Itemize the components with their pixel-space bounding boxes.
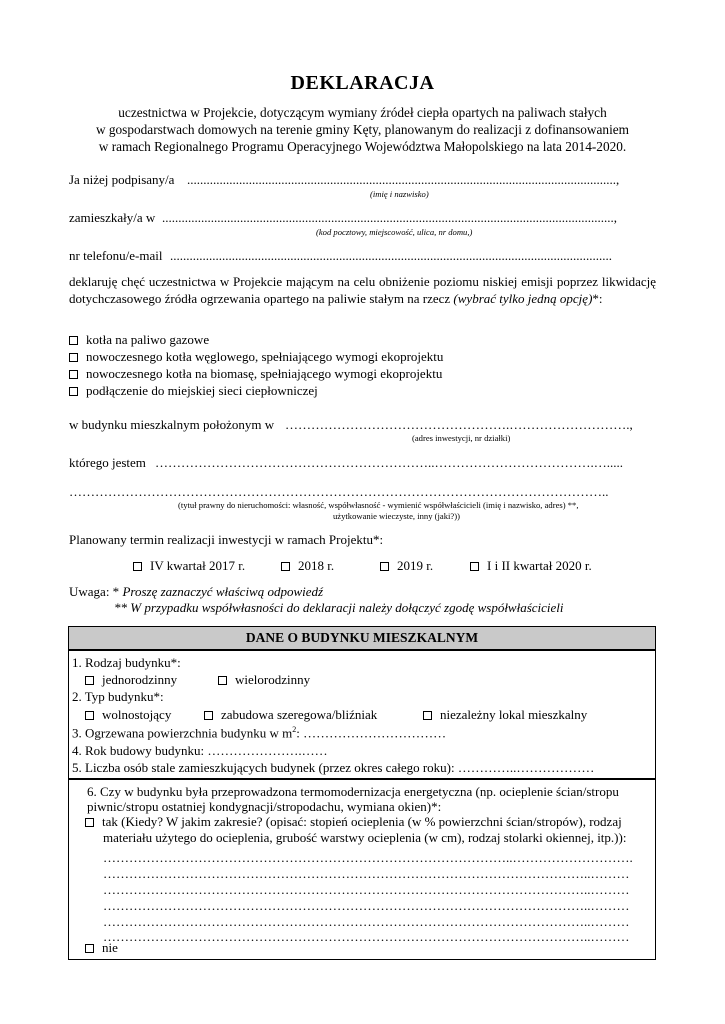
owner-label: którego jestem bbox=[69, 455, 146, 470]
phone-label: nr telefonu/e-mail bbox=[69, 248, 163, 263]
note-1: Uwaga: * Proszę zaznaczyć właściwą odpowiedź bbox=[69, 584, 324, 599]
building-label: w budynku mieszkalnym położonym w bbox=[69, 417, 275, 432]
planned-term-label: Planowany termin realizacji inwestycji w ramach Projektu*: bbox=[69, 532, 384, 547]
owner-hint-2: użytkowanie wieczyste, inny (jaki?)) bbox=[333, 511, 460, 521]
signer-field[interactable]: ...................................................................................................................................., bbox=[187, 172, 620, 187]
subtitle-line-3: w ramach Regionalnego Programu Operacyjnego Województwa Małopolskiego na lata 2014-2020. bbox=[98, 139, 627, 154]
residence-field[interactable]: ..........................................................................................................................................., bbox=[162, 210, 617, 225]
checkbox-icon[interactable] bbox=[423, 711, 432, 720]
checkbox-icon[interactable] bbox=[133, 562, 142, 571]
subtitle-line-2: w gospodarstwach domowych na terenie gminy Kęty, planowanym do realizacji z dofinansowaniem bbox=[95, 122, 630, 137]
checkbox-icon[interactable] bbox=[69, 370, 78, 379]
subtitle-line-1: uczestnictwa w Projekcie, dotyczącym wymiany źródeł ciepła opartych na paliwach stałych bbox=[118, 105, 607, 120]
signer-hint: (imię i nazwisko) bbox=[370, 189, 429, 199]
residence-hint: (kod pocztowy, miejscowość, ulica, nr domu,) bbox=[316, 227, 473, 237]
checkbox-icon[interactable] bbox=[85, 818, 94, 827]
q6-answer-line[interactable]: …………………………………………………………………………………………………..……… bbox=[103, 866, 630, 881]
q2-label: 2. Typ budynku*: bbox=[72, 689, 164, 704]
q2-option-apartment[interactable]: niezależny lokal mieszkalny bbox=[423, 707, 587, 723]
section-header: DANE O BUDYNKU MIESZKALNYM bbox=[68, 626, 656, 650]
checkbox-icon[interactable] bbox=[69, 387, 78, 396]
note-2: ** W przypadku współwłasności do deklaracji należy dołączyć zgodę współwłaścicieli bbox=[114, 600, 564, 615]
q6-yes-line-2: materiału użytego do ocieplenia, grubość warstwy ocieplenia (w cm), rodzaj stolarki okiennej, itp.)): bbox=[103, 830, 627, 845]
checkbox-icon[interactable] bbox=[85, 711, 94, 720]
q6-line-1: 6. Czy w budynku była przeprowadzona termomodernizacja energetyczna (np. ocieplenie ścian/stropu bbox=[87, 784, 619, 799]
option-district-heating[interactable]: podłączenie do miejskiej sieci ciepłowniczej bbox=[69, 383, 318, 399]
building-field[interactable]: …………………………………………….………………………., bbox=[285, 417, 633, 432]
phone-field[interactable]: ........................................................................................................................................ bbox=[170, 248, 612, 263]
page-title: DEKLARACJA bbox=[290, 72, 435, 94]
checkbox-icon[interactable] bbox=[218, 676, 227, 685]
q1-label: 1. Rodzaj budynku*: bbox=[72, 655, 181, 670]
residence-label: zamieszkały/a w bbox=[69, 210, 156, 225]
q6-option-no[interactable]: nie bbox=[85, 940, 118, 956]
checkbox-icon[interactable] bbox=[281, 562, 290, 571]
q5-residents[interactable]: 5. Liczba osób stale zamieszkujących budynek (przez okres całego roku): …………..……………… bbox=[72, 760, 595, 775]
option-biomass-boiler[interactable]: nowoczesnego kotła na biomasę, spełniającego wymogi ekoprojektu bbox=[69, 366, 442, 382]
checkbox-icon[interactable] bbox=[69, 353, 78, 362]
q6-answer-line[interactable]: …………………………………………………………………………………..………………………. bbox=[103, 850, 633, 865]
signer-label: Ja niżej podpisany/a bbox=[69, 172, 175, 187]
q1-option-single[interactable]: jednorodzinny bbox=[85, 672, 177, 688]
owner-field[interactable]: ………………………………………………………..……………………………….…..... bbox=[155, 455, 623, 470]
q2-option-terraced[interactable]: zabudowa szeregowa/bliźniak bbox=[204, 707, 377, 723]
owner-title-field[interactable]: …………………………………………………………………………………………………………….. bbox=[69, 484, 609, 499]
planned-option-2020[interactable]: I i II kwartał 2020 r. bbox=[470, 558, 592, 574]
declaration-text: deklaruję chęć uczestnictwa w Projekcie mającym na celu obniżenie poziomu niskiej emisji poprzez likwidację dotychczasowego źródła ogrzewania opartego na paliwie stałym na rzecz (wybrać tylko jedną opcję)*: bbox=[69, 274, 656, 306]
q6-answer-line[interactable]: …………………………………………………………………………………………………..……… bbox=[103, 882, 630, 897]
checkbox-icon[interactable] bbox=[380, 562, 389, 571]
building-hint: (adres inwestycji, nr działki) bbox=[412, 433, 511, 443]
checkbox-icon[interactable] bbox=[85, 676, 94, 685]
q3-heated-area[interactable]: 3. Ogrzewana powierzchnia budynku w $m^2$: …………………………… bbox=[72, 725, 447, 741]
planned-option-2019[interactable]: 2019 r. bbox=[380, 558, 433, 574]
q6-answer-line[interactable]: …………………………………………………………………………………………………..……… bbox=[103, 898, 630, 913]
planned-option-2018[interactable]: 2018 r. bbox=[281, 558, 334, 574]
checkbox-icon[interactable] bbox=[470, 562, 479, 571]
checkbox-icon[interactable] bbox=[69, 336, 78, 345]
q6-option-yes[interactable]: tak (Kiedy? W jakim zakresie? (opisać: stopień ocieplenia (w % powierzchni ścian/stropów), rodzaj bbox=[85, 814, 622, 830]
checkbox-icon[interactable] bbox=[85, 944, 94, 953]
option-coal-boiler[interactable]: nowoczesnego kotła węglowego, spełniającego wymogi ekoprojektu bbox=[69, 349, 443, 365]
q1-option-multi[interactable]: wielorodzinny bbox=[218, 672, 310, 688]
option-gas-boiler[interactable]: kotła na paliwo gazowe bbox=[69, 332, 209, 348]
q2-option-detached[interactable]: wolnostojący bbox=[85, 707, 171, 723]
q6-line-2: piwnic/stropu ostatniej kondygnacji/stropodachu, wymiana okien)*: bbox=[87, 799, 442, 814]
planned-option-2017[interactable]: IV kwartał 2017 r. bbox=[133, 558, 245, 574]
q6-answer-line[interactable]: …………………………………………………………………………………………………..……… bbox=[103, 929, 630, 944]
owner-hint-1: (tytuł prawny do nieruchomości: własność, współwłasność - wymienić współwłaścicieli (imię i nazwisko, adres) **, bbox=[178, 500, 579, 510]
checkbox-icon[interactable] bbox=[204, 711, 213, 720]
q6-answer-line[interactable]: …………………………………………………………………………………………………..……… bbox=[103, 914, 630, 929]
q4-build-year[interactable]: 4. Rok budowy budynku: ………………….…… bbox=[72, 743, 328, 758]
